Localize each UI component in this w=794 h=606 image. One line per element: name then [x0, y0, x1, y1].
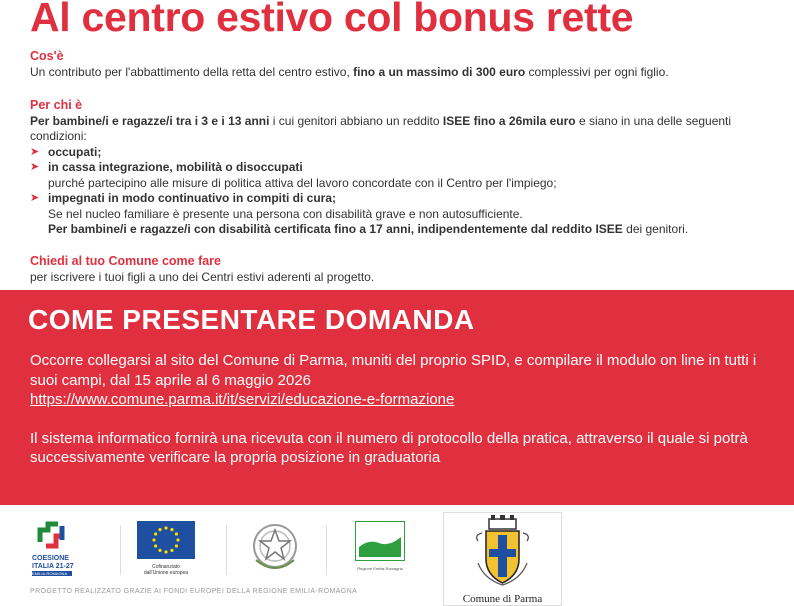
list-item-sub: purché partecipino alle misure di politica attiva del lavoro concordate con il Centro per l'impiego; [48, 175, 557, 190]
page-title: Al centro estivo col bonus rette [30, 0, 634, 40]
chiedi-text: per iscrivere i tuoi figli a uno dei Centri estivi aderenti al progetto. [30, 269, 375, 284]
list-item [30, 160, 770, 176]
cose-text-b: fino a un massimo di 300 euro [353, 64, 526, 79]
cose-text-c: complessivi per ogni figlio. [525, 64, 669, 79]
section-perchi [30, 98, 770, 238]
perchi-intro-d: e siano in una delle seguenti condizioni: [30, 113, 732, 143]
perchi-intro-a: Per bambine/i e ragazze/i tra i 3 e i 13 anni [30, 113, 270, 128]
coesione-italia-logo [32, 520, 92, 578]
disability-line-a: Per bambine/i e ragazze/i con disabilità certificata fino a 17 anni, indipendentemente dal reddito ISEE [48, 222, 623, 236]
cose-text [30, 65, 770, 81]
coesione-text-2: ITALIA 21-27 [32, 563, 74, 570]
top-section [0, 0, 794, 290]
coesione-text-3: EMILIA-ROMAGNA [32, 571, 72, 576]
disability-line-b: dei genitori. [622, 222, 689, 236]
parma-coat-of-arms-icon [444, 513, 561, 593]
logo-divider [120, 525, 121, 575]
list-item-label: impegnati in modo continuativo in compiti di cura; [48, 191, 337, 205]
perchi-intro-c: ISEE fino a 26mila euro [442, 113, 576, 128]
list-item [30, 145, 770, 161]
band-text [30, 351, 780, 468]
perchi-heading: Per chi è [30, 98, 83, 112]
eu-flag-icon [137, 521, 195, 559]
band-paragraph-2: Il sistema informatico fornirà una ricevuta con il numero di protocollo della pratica, attraverso il quale si potrà successivamente verificare la propria posizione in graduatoria [30, 429, 748, 466]
disability-line [30, 222, 770, 238]
chiedi-heading: Chiedi al tuo Comune come fare [30, 254, 222, 268]
footer-note: PROGETTO REALIZZATO GRAZIE AI FONDI EUROPEI DELLA REGIONE EMILIA-ROMAGNA [30, 588, 358, 595]
list-item-sub: Se nel nucleo familiare è presente una persona con disabilità grave e non autosufficiente. [48, 206, 523, 221]
cose-text-a: Un contributo per l'abbattimento della retta del centro estivo, [30, 64, 354, 79]
perchi-intro-b: i cui genitori abbiano un reddito [269, 113, 443, 128]
band-title: COME PRESENTARE DOMANDA [28, 304, 475, 335]
arrow-bullet-icon: ➤ [30, 192, 40, 204]
region-mark-icon [355, 521, 405, 561]
perchi-intro [30, 114, 770, 145]
list-item [30, 191, 770, 207]
region-label: Regione Emilia-Romagna [357, 566, 403, 571]
italian-republic-emblem [250, 520, 300, 579]
band-paragraph-1: Occorre collegarsi al sito del Comune di Parma, muniti del proprio SPID, e compilare il modulo on line in tutti i suoi campi, dal 15 aprile al 6 maggio 2026 [30, 352, 757, 389]
eu-logo [137, 521, 197, 576]
eu-label-2: dall'Unione europea [143, 570, 189, 576]
section-chiedi [30, 254, 770, 285]
arrow-bullet-icon: ➤ [30, 145, 40, 158]
coesione-text-1: COESIONE [32, 555, 69, 562]
logo-divider [226, 525, 227, 575]
regione-emilia-romagna-logo [355, 521, 405, 571]
arrow-bullet-icon: ➤ [30, 161, 40, 173]
star-emblem-icon [250, 520, 300, 574]
section-cose [30, 49, 770, 80]
cose-heading: Cos'è [30, 49, 64, 63]
coesione-mark-icon [32, 520, 92, 550]
logo-divider [326, 525, 327, 575]
list-item-label: in cassa integrazione, mobilità o disoccupati [48, 160, 303, 174]
list-item-label: occupati; [48, 144, 102, 159]
comune-parma-link[interactable]: https://www.comune.parma.it/it/servizi/educazione-e-formazione [30, 391, 455, 408]
parma-label: Comune di Parma [462, 593, 543, 605]
eu-label-1: Cofinanziato [152, 564, 180, 570]
parma-logo-box [443, 512, 562, 606]
